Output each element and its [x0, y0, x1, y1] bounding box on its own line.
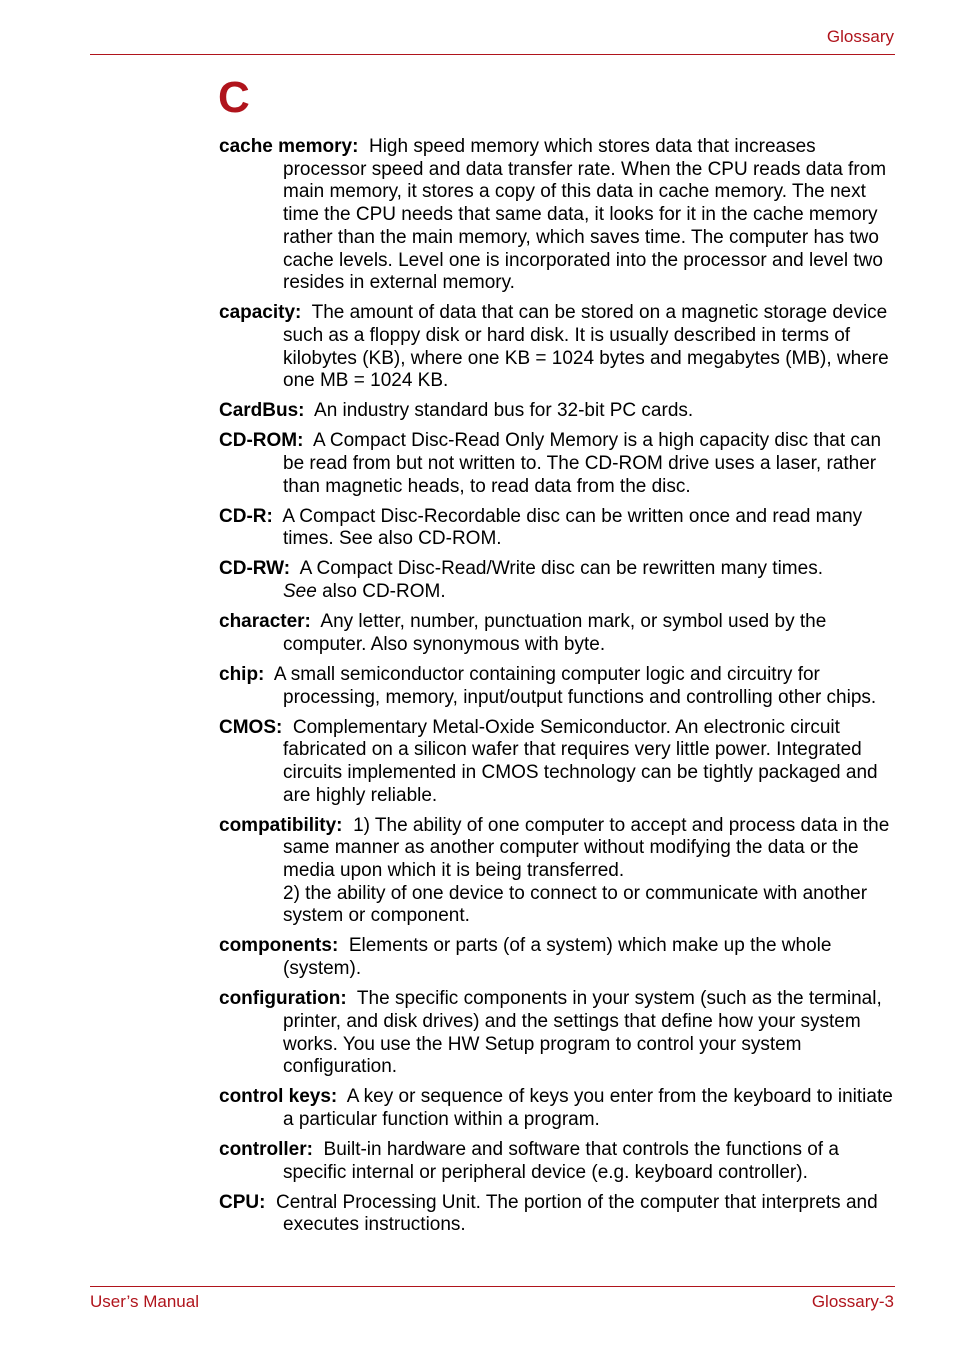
glossary-term: chip:: [219, 663, 265, 685]
glossary-entry: [219, 935, 895, 980]
glossary-entry: [219, 988, 895, 1079]
glossary-definition: The specific components in your system (such as the terminal, printer, and disk drives) and the settings that define how your system works. You use the HW Setup program to control your system configuration.: [283, 988, 882, 1078]
glossary-entry: [219, 1086, 895, 1131]
glossary-definition: Elements or parts (of a system) which make up the whole (system).: [283, 935, 832, 980]
glossary-entry: [219, 664, 895, 709]
glossary-definition-continued: 2) the ability of one device to connect to or communicate with another system or component.: [283, 882, 868, 927]
glossary-term: CardBus:: [219, 400, 305, 422]
glossary-definition: Central Processing Unit. The portion of the computer that interprets and executes instructions.: [276, 1191, 878, 1236]
glossary-definition-continued: [283, 581, 895, 604]
glossary-entry: [219, 558, 895, 603]
glossary-definition: A Compact Disc-Read Only Memory is a high capacity disc that can be read from but not written to. The CD-ROM drive uses a laser, rather than magnetic heads, to read data from the disc.: [283, 430, 882, 497]
glossary-term: components:: [219, 935, 339, 957]
glossary-entry: [219, 430, 895, 498]
footer-rule: [90, 1286, 895, 1287]
glossary-definition: 1) The ability of one computer to accept and process data in the same manner as another computer without modifying the data or the media upon which it is being transferred.: [283, 814, 890, 882]
glossary-definition: A Compact Disc-Recordable disc can be written once and read many times. See also CD-ROM.: [282, 505, 863, 550]
glossary-definition: Built-in hardware and software that controls the functions of a specific internal or peripheral device (e.g. keyboard controller).: [283, 1138, 839, 1183]
glossary-definition: The amount of data that can be stored on a magnetic storage device such as a floppy disk or hard disk. It is usually described in terms of kilobytes (KB), where one KB = 1024 bytes and megabytes (MB), where one MB = 1024 KB.: [283, 302, 889, 392]
glossary-entry: [219, 506, 895, 551]
glossary-definition: A key or sequence of keys you enter from the keyboard to initiate a particular function within a program.: [283, 1086, 893, 1130]
glossary-entry: [219, 1139, 895, 1184]
glossary-entry: [219, 400, 895, 423]
glossary-entry: [219, 717, 895, 808]
glossary-term: cache memory:: [219, 136, 359, 157]
glossary-entry: [219, 611, 895, 656]
glossary-definition: High speed memory which stores data that increases processor speed and data transfer rate. When the CPU reads data from main memory, it stores a copy of this data in cache memory. The next time the CPU needs that same data, it looks for it in the cache memory rather than the main memory, which saves time. The computer has two cache levels. Level one is incorporated into the processor and level two resides in external memory.: [283, 136, 887, 294]
footer-page-number: Glossary-3: [811, 1292, 894, 1311]
footer-manual-title: User’s Manual: [90, 1292, 199, 1311]
glossary-term: character:: [219, 611, 311, 633]
page-header-title: Glossary: [826, 27, 894, 46]
glossary-definition: A Compact Disc-Read/Write disc can be rewritten many times.: [299, 558, 823, 580]
glossary-term: capacity:: [219, 302, 302, 324]
section-letter: C: [218, 73, 250, 122]
glossary-term: CPU:: [219, 1191, 266, 1213]
glossary-list: [219, 136, 895, 1244]
glossary-term: compatibility:: [219, 814, 343, 836]
glossary-definition: Any letter, number, punctuation mark, or symbol used by the computer. Also synonymous with byte.: [283, 611, 827, 655]
glossary-entry: [219, 815, 895, 929]
glossary-term: configuration:: [219, 988, 347, 1010]
see-rest: also CD-ROM.: [316, 581, 446, 603]
glossary-definition: Complementary Metal-Oxide Semiconductor. An electronic circuit fabricated on a silicon wafer that requires very little power. Integrated circuits implemented in CMOS technology can be tightly packaged and are highly reliable.: [283, 716, 878, 806]
glossary-definition: A small semiconductor containing computer logic and circuitry for processing, memory, input/output functions and controlling other chips.: [273, 663, 877, 708]
see-word: See: [283, 581, 317, 603]
glossary-term: CD-ROM:: [219, 430, 304, 452]
glossary-entry: [219, 1192, 895, 1237]
glossary-term: CD-RW:: [219, 558, 291, 580]
glossary-term: controller:: [219, 1138, 313, 1160]
glossary-entry: [219, 302, 895, 393]
header-rule: [90, 54, 895, 55]
glossary-definition: An industry standard bus for 32-bit PC cards.: [314, 400, 694, 422]
glossary-term: control keys:: [219, 1086, 338, 1108]
glossary-entry: [219, 136, 895, 295]
glossary-term: CMOS:: [219, 716, 283, 738]
glossary-term: CD-R:: [219, 505, 273, 527]
